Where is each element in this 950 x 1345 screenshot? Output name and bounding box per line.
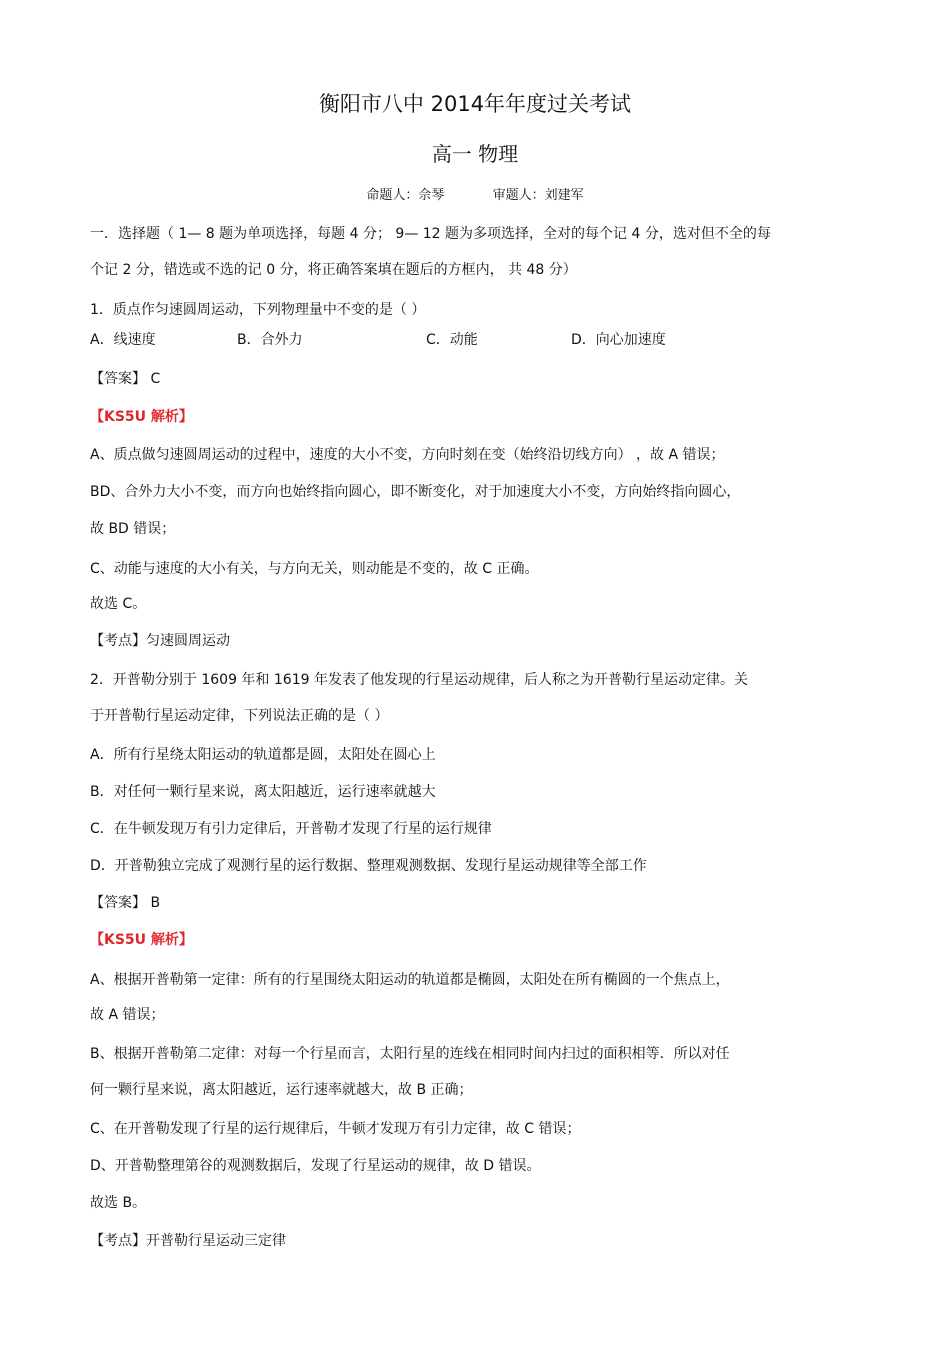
q2-analysis-a-2: 故 A 错误； bbox=[90, 1007, 165, 1023]
q1-option-c: C．动能 bbox=[426, 332, 478, 348]
q1-option-d: D．向心加速度 bbox=[571, 332, 666, 348]
q1-analysis-bd-2: 故 BD 错误； bbox=[90, 521, 176, 537]
q1-analysis-c: C、动能与速度的大小有关，与方向无关，则动能是不变的，故 C 正确。 bbox=[90, 561, 539, 577]
q2-analysis-tag: 【KS5U 解析】 bbox=[90, 932, 193, 948]
q1-point: 【考点】匀速圆周运动 bbox=[90, 633, 230, 649]
q1-option-b: B．合外力 bbox=[237, 332, 303, 348]
q2-option-d: D．开普勒独立完成了观测行星的运行数据、整理观测数据、发现行星运动规律等全部工作 bbox=[90, 858, 647, 874]
q1-analysis-tag: 【KS5U 解析】 bbox=[90, 409, 193, 425]
q2-option-c: C．在牛顿发现万有引力定律后，开普勒才发现了行星的运行规律 bbox=[90, 821, 492, 837]
q2-stem-1: 2．开普勒分别于 1609 年和 1619 年发表了他发现的行星运动规律，后人称之为开普勒行星运动定律。关 bbox=[90, 672, 748, 688]
reviewer-label: 审题人：刘建军 bbox=[492, 188, 584, 203]
section-instructions-1: 一．选择题（ 1— 8 题为单项选择，每题 4 分； 9— 12 题为多项选择，全对的每个记 4 分，选对但不全的每 bbox=[90, 226, 771, 242]
q2-analysis-b-2: 何一颗行星来说，离太阳越近，运行速率就越大，故 B 正确； bbox=[90, 1082, 473, 1098]
setter-label: 命题人：佘琴 bbox=[366, 188, 445, 203]
q1-analysis-bd-1: BD、合外力大小不变，而方向也始终指向圆心，即不断变化，对于加速度大小不变，方向始终指向圆心， bbox=[90, 484, 741, 500]
q2-stem-2: 于开普勒行星运动定律，下列说法正确的是（ ） bbox=[90, 708, 389, 724]
q1-answer: 【答案】 C bbox=[90, 371, 161, 387]
section-instructions-2: 个记 2 分，错选或不选的记 0 分，将正确答案填在题后的方框内， 共 48 分） bbox=[90, 262, 577, 278]
q2-option-b: B．对任何一颗行星来说，离太阳越近，运行速率就越大 bbox=[90, 784, 436, 800]
q1-option-a: A．线速度 bbox=[90, 332, 156, 348]
q2-point: 【考点】开普勒行星运动三定律 bbox=[90, 1233, 286, 1249]
q2-choose: 故选 B。 bbox=[90, 1195, 147, 1211]
exam-subtitle: 高一 物理 bbox=[431, 142, 519, 166]
q1-stem: 1．质点作匀速圆周运动，下列物理量中不变的是（ ） bbox=[90, 302, 426, 318]
exam-title: 衡阳市八中 2014年年度过关考试 bbox=[318, 92, 632, 116]
q2-option-a: A．所有行星绕太阳运动的轨道都是圆，太阳处在圆心上 bbox=[90, 747, 436, 763]
q2-analysis-c: C、在开普勒发现了行星的运行规律后，牛顿才发现万有引力定律，故 C 错误； bbox=[90, 1121, 581, 1137]
q2-answer: 【答案】 B bbox=[90, 895, 161, 911]
q2-analysis-b-1: B、根据开普勒第二定律：对每一个行星而言，太阳行星的连线在相同时间内扫过的面积相等．所以对任 bbox=[90, 1046, 730, 1062]
authors-line bbox=[0, 187, 950, 205]
q1-choose: 故选 C。 bbox=[90, 596, 147, 612]
q1-analysis-a: A、质点做匀速圆周运动的过程中，速度的大小不变，方向时刻在变（始终沿切线方向） ，故 A 错误； bbox=[90, 447, 725, 463]
q2-analysis-d: D、开普勒整理第谷的观测数据后，发现了行星运动的规律，故 D 错误。 bbox=[90, 1158, 541, 1174]
q2-analysis-a-1: A、根据开普勒第一定律：所有的行星围绕太阳运动的轨道都是椭圆，太阳处在所有椭圆的一个焦点上， bbox=[90, 972, 730, 988]
